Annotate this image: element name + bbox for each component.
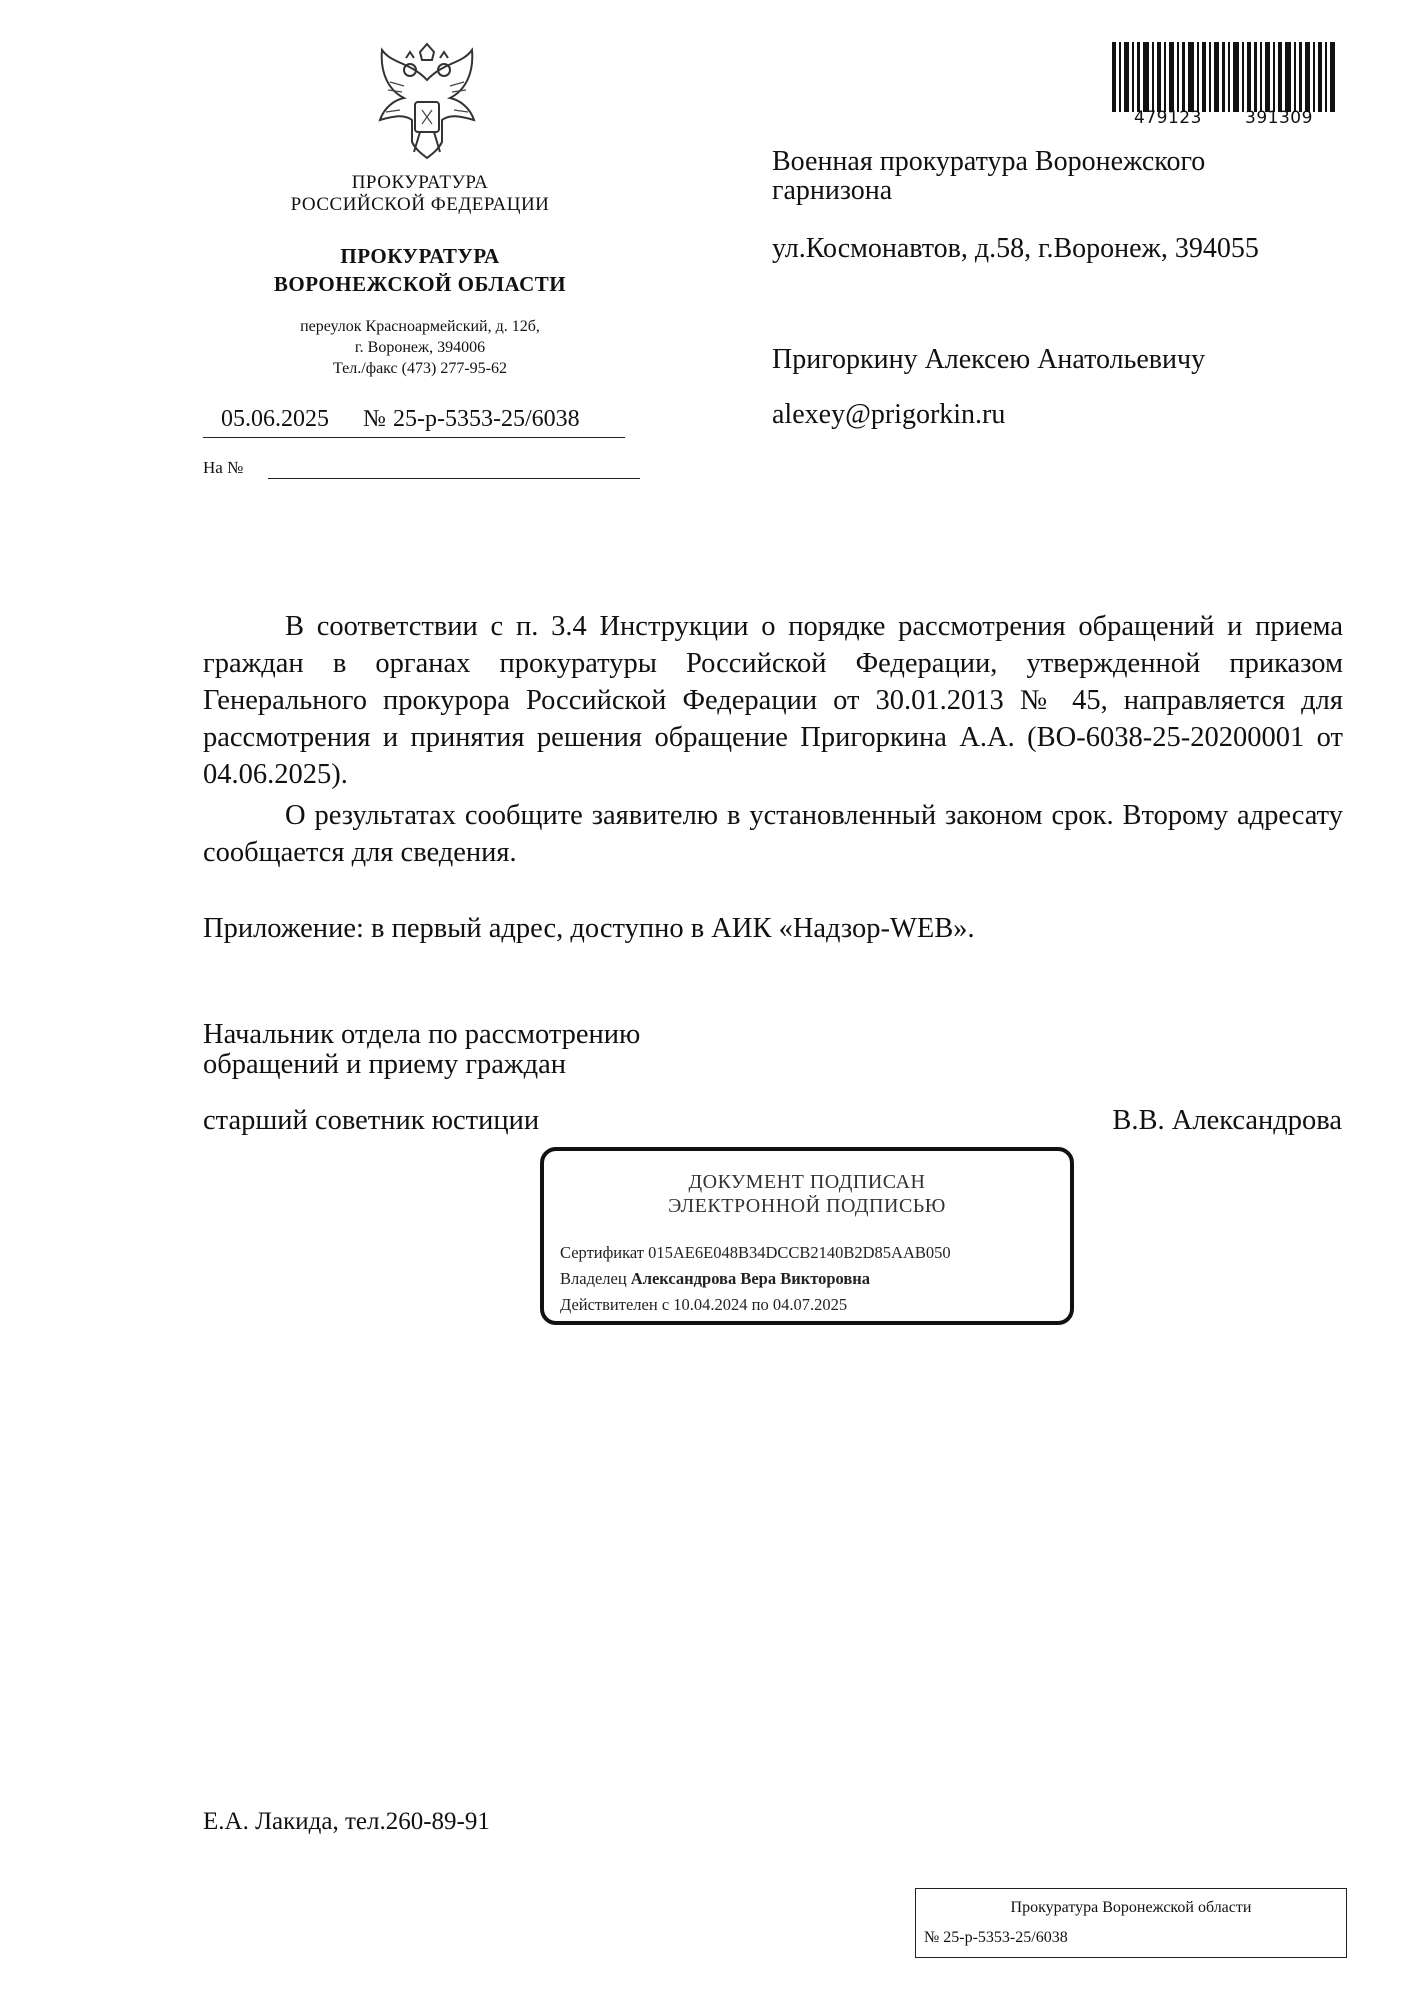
stamp-valid-to-label: по: [751, 1295, 769, 1314]
signatory-rank: старший советник юстиции: [203, 1105, 540, 1136]
registration-number: 25-р-5353-25/6038: [393, 406, 580, 432]
stamp-valid-label: Действителен: [560, 1295, 658, 1314]
signatory-name: В.В. Александрова: [1112, 1105, 1342, 1136]
addressee-organization: Военная прокуратура Воронежского гарнизона: [772, 146, 1206, 206]
stamp-certificate-row: [560, 1243, 951, 1263]
stamp-certificate-value: 015AE6E048B34DCCB2140B2D85AAB050: [648, 1243, 951, 1262]
letterhead-org-line1: ПРОКУРАТУРА: [351, 172, 489, 193]
reply-reference-label: На №: [203, 458, 244, 477]
signatory-position-line2: обращений и приему граждан: [203, 1049, 566, 1080]
barcode-number-right: 391309: [1245, 108, 1313, 128]
stamp-validity-row: [560, 1295, 847, 1315]
attachment-note: Приложение: в первый адрес, доступно в АИК «Надзор-WEB».: [203, 913, 975, 944]
addressee-email: alexey@prigorkin.ru: [772, 399, 1006, 430]
registration-stamp-box: [915, 1888, 1347, 1958]
executor-contact: Е.А. Лакида, тел.260-89-91: [203, 1808, 490, 1835]
registration-line: [203, 403, 625, 438]
registration-stamp-number: № 25-р-5353-25/6038: [924, 1929, 1068, 1946]
letterhead-org-line2: РОССИЙСКОЙ ФЕДЕРАЦИИ: [290, 194, 550, 215]
letterhead-office-line2: ВОРОНЕЖСКОЙ ОБЛАСТИ: [273, 272, 567, 296]
stamp-valid-from-label: с: [661, 1295, 670, 1314]
signatory-position: [203, 1020, 803, 1080]
body-paragraph-1: В соответствии с п. 3.4 Инструкции о порядке рассмотрения обращений и приема граждан в органах прокуратуры Российской Федерации, утвержденной приказом Генерального прокурора Российской Федерации от 30.01.2013 № 45, направляется для рассмотрения и принятия решения обращение Пригоркина А.А. (ВО-6038-25-20200001 от 04.06.2025).: [203, 611, 1343, 790]
registration-number-label: №: [363, 406, 386, 432]
letterhead-office: [210, 242, 630, 298]
stamp-heading-1: ДОКУМЕНТ ПОДПИСАН: [688, 1171, 926, 1193]
letterhead-organization: [210, 172, 630, 216]
stamp-valid-from: 10.04.2024: [673, 1295, 748, 1314]
coat-of-arms-icon: [370, 42, 485, 167]
letterhead-address: [210, 316, 630, 379]
letterhead-office-line1: ПРОКУРАТУРА: [340, 244, 500, 268]
addressee-person: Пригоркину Алексею Анатольевичу: [772, 344, 1206, 375]
body-paragraph-2: О результатах сообщите заявителю в установленный законом срок. Второму адресату сообщается для сведения.: [203, 800, 1343, 868]
stamp-certificate-label: Сертификат: [560, 1243, 644, 1262]
stamp-owner-label: Владелец: [560, 1269, 627, 1288]
letterhead-address-line1: переулок Красноармейский, д. 12б,: [300, 318, 540, 335]
registration-date: 05.06.2025: [221, 406, 329, 432]
signatory-position-line1: Начальник отдела по рассмотрению: [203, 1019, 641, 1050]
letterhead-address-line3: Тел./факс (473) 277-95-62: [333, 360, 507, 377]
stamp-owner-row: [560, 1269, 870, 1289]
barcode-icon: [1112, 42, 1337, 112]
letterhead-address-line2: г. Воронеж, 394006: [354, 339, 486, 356]
barcode-number-left: 479123: [1134, 108, 1202, 128]
registration-stamp-org: Прокуратура Воронежской области: [1010, 1899, 1252, 1916]
electronic-signature-stamp: [540, 1147, 1074, 1325]
stamp-valid-to: 04.07.2025: [772, 1295, 848, 1314]
reply-reference-line: [268, 478, 640, 479]
stamp-heading-2: ЭЛЕКТРОННОЙ ПОДПИСЬЮ: [668, 1195, 946, 1217]
addressee-address: ул.Космонавтов, д.58, г.Воронеж, 394055: [772, 233, 1259, 264]
stamp-owner-value: Александрова Вера Викторовна: [630, 1269, 871, 1288]
